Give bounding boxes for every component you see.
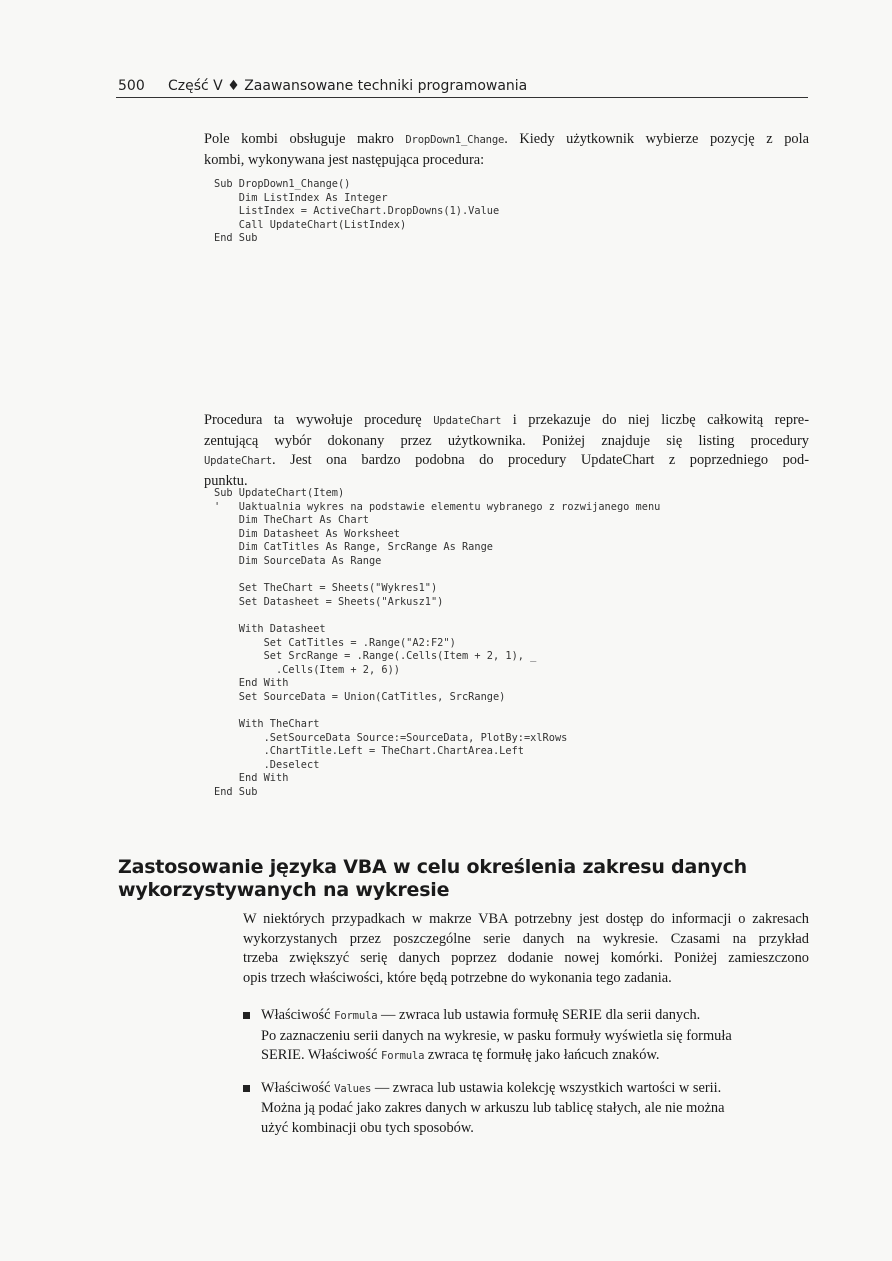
code-line: Set SrcRange = .Range(.Cells(Item + 2, 1), _ xyxy=(214,650,537,663)
para2-line-4: punktu. xyxy=(204,472,248,489)
intro-paragraph xyxy=(204,130,809,170)
inline-code: UpdateChart xyxy=(433,415,502,427)
code-listing-updatechart xyxy=(214,487,660,800)
square-bullet-icon xyxy=(243,1085,250,1092)
chapter-title: Część V ♦ Zaawansowane techniki programowania xyxy=(168,78,528,94)
code-line: .Deselect xyxy=(214,758,320,771)
code-line: With Datasheet xyxy=(214,622,326,635)
code-line: Dim TheChart As Chart xyxy=(214,514,369,527)
section-heading: Zastosowanie języka VBA w celu określenia zakresu danych wykorzystywanych na wykresie xyxy=(118,856,747,901)
code-line: End Sub xyxy=(214,232,258,245)
inline-code: Values xyxy=(334,1082,372,1095)
code-line: Dim CatTitles As Range, SrcRange As Range xyxy=(214,541,493,554)
code-listing-dropdown xyxy=(214,178,499,246)
code-line: End With xyxy=(214,677,289,690)
section-intro-paragraph xyxy=(243,910,809,988)
list-item: Właściwość Formula — zwraca lub ustawia formułę SERIE dla serii danych. Po zaznaczeniu serii danych na wykresie, w pasku formuły wyświetla się formuła SERIE. Właściwość Formula zwraca tę formułę jako łańcuch znaków. xyxy=(243,1006,809,1067)
code-line: Set CatTitles = .Range("A2:F2") xyxy=(214,636,456,649)
para3-line: W niektórych przypadkach w makrze VBA potrzebny jest dostęp do informacji o zakresach xyxy=(243,911,809,927)
para3-line: opis trzech właściwości, które będą potrzebne do wykonania tego zadania. xyxy=(243,969,672,986)
code-line: Call UpdateChart(ListIndex) xyxy=(214,218,407,231)
para3-line: wykorzystanych przez poszczególne serie danych na wykresie. Czasami na przykład xyxy=(243,930,809,947)
intro-line-1: Pole kombi obsługuje makro DropDown1_Change. Kiedy użytkownik wybierze pozycję z pola xyxy=(204,131,809,147)
code-line: End With xyxy=(214,772,289,785)
code-line: ListIndex = ActiveChart.DropDowns(1).Value xyxy=(214,205,500,218)
code-line: Sub UpdateChart(Item) xyxy=(214,487,345,499)
inline-code: UpdateChart xyxy=(204,455,272,467)
code-line: Sub DropDown1_Change() xyxy=(214,178,351,190)
property-list xyxy=(243,1006,809,1151)
list-item: Właściwość Values — zwraca lub ustawia kolekcję wszystkich wartości w serii. Można ją podać jako zakres danych w arkuszu lub tablicę stałych, ale nie można użyć kombinacji obu tych sposobów. xyxy=(243,1079,809,1140)
page-number: 500 xyxy=(118,78,145,94)
para3-line: trzeba zwiększyć serię danych poprzez dodanie nowej komórki. Poniżej zamieszczono xyxy=(243,950,809,966)
code-line: .Cells(Item + 2, 6)) xyxy=(214,663,400,676)
square-bullet-icon xyxy=(243,1012,250,1019)
inline-code: DropDown1_Change xyxy=(405,134,505,146)
code-line: Dim Datasheet As Worksheet xyxy=(214,527,400,540)
code-line: Dim SourceData As Range xyxy=(214,554,382,567)
inline-code: Formula xyxy=(381,1050,425,1062)
intro-line-2: kombi, wykonywana jest następująca procedura: xyxy=(204,151,485,168)
code-line: Set SourceData = Union(CatTitles, SrcRange) xyxy=(214,690,506,703)
code-line: Dim ListIndex As Integer xyxy=(214,191,388,204)
code-line: Set TheChart = Sheets("Wykres1") xyxy=(214,582,438,595)
header-rule xyxy=(116,97,808,98)
inline-code: Formula xyxy=(334,1010,378,1022)
para2-line-2: zentującą wybór dokonany przez użytkownika. Poniżej znajduje się listing procedury xyxy=(204,432,809,449)
para2-line-1: Procedura ta wywołuje procedurę UpdateChart i przekazuje do niej liczbę całkowitą repre- xyxy=(204,412,809,428)
code-line: ' Uaktualnia wykres na podstawie elementu wybranego z rozwijanego menu xyxy=(214,500,661,513)
description-paragraph xyxy=(204,411,809,491)
para2-line-3: UpdateChart. Jest ona bardzo podobna do procedury UpdateChart z poprzedniego pod- xyxy=(204,452,809,468)
code-line: End Sub xyxy=(214,786,258,799)
code-line: Set Datasheet = Sheets("Arkusz1") xyxy=(214,595,444,608)
code-line: With TheChart xyxy=(214,718,320,731)
code-line: .SetSourceData Source:=SourceData, PlotBy:=xlRows xyxy=(214,731,568,744)
code-line: .ChartTitle.Left = TheChart.ChartArea.Left xyxy=(214,745,524,758)
